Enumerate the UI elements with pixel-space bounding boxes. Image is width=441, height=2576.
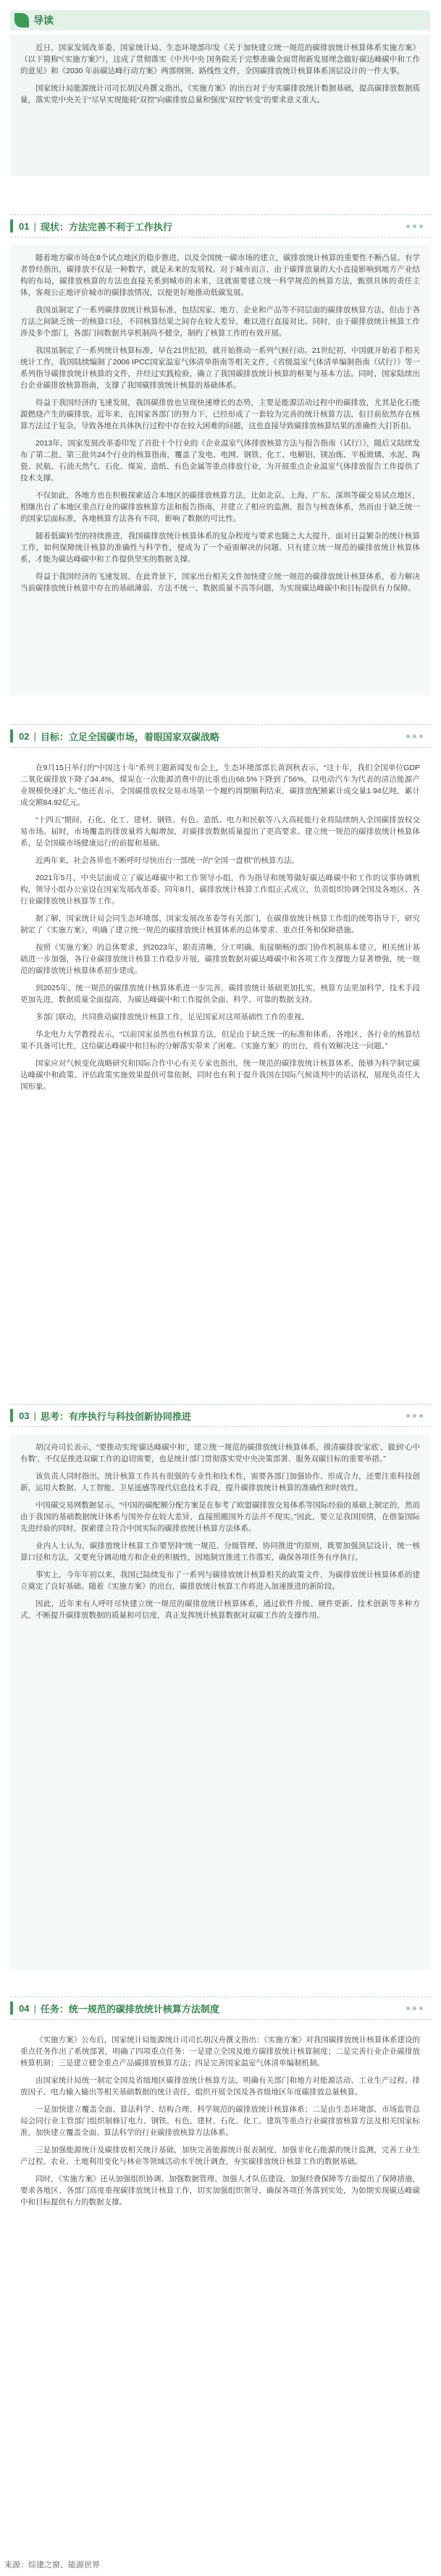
section-paragraph: “十四五”期间，石化、化工、建材、钢铁、有色、造纸、电力和民航等八大高耗能行业将陆续纳入全国碳排放权交易市场。届时，市场覆盖的排放量将大幅增加，对碳排放数据质量提出了更高要求。建立统一规范的碳排放统计核算体系，是全国碳市场健康运行的前提和基础。 xyxy=(20,816,420,848)
dots-decoration-icon xyxy=(406,2007,423,2010)
section-paragraph: 中国碳交易网数据显示，“中国的碳配额分配方案是在参考了欧盟碳排放交易体系等国际经验的基础上制定的，然而由于我国的基础数据统计体系与国外存在较大差异，直接照搬国外方法并不现实。”因此，要立足我国国情，在借鉴国际先进经验的同时，探索建立符合中国实际的碳排放统计核算方法体系。 xyxy=(20,1501,420,1533)
section-number: 03 xyxy=(19,1410,30,1421)
section-paragraph: 同时，《实施方案》还从加强组织协调、加强数据管理、加强人才队伍建设、加强经费保障等方面提出了保障措施，要求各地区、各部门高度重视碳排放统计核算工作，切实加强组织领导，确保各项任务落到实处，为如期实现碳达峰碳中和目标提供有力的数据支撑。 xyxy=(20,2175,420,2207)
section-title: 任务：统一规范的碳排放统计核算方法制度 xyxy=(40,2003,219,2015)
section-paragraph: 随着低碳转型的持续推进，我国碳排放统计核算体系的复杂程度与要求也随之大大提升，面对日益繁杂的统计核算工作，如何保障统计核算的准确性与科学性，便成为了一个亟需解决的问题。只有建立统一规范的碳排放统计核算体系，才能为碳达峰碳中和工作提供坚实的数据支撑。 xyxy=(20,532,420,564)
section-paragraph: 不仅如此，各地方也在积极探索适合本地区的碳排放核算方法，比如北京、上海、广东、深圳等碳交易试点地区，相继出台了本地区重点行业的碳排放核算方法和报告指南，并建立了相应的监测、报告与核查体系，然而由于缺乏统一的国家层面标准，各地核算方法各有不同，影响了数据的可比性。 xyxy=(20,491,420,523)
section-body-04 xyxy=(10,2027,430,2548)
section-bar xyxy=(10,729,13,743)
section-number: 01 xyxy=(19,220,30,232)
section-paragraph: 在9月15日举行的“中国这十年”系列主题新闻发布会上，生态环境部部长黄润秋表示，“这十年，我们全国单位GDP二氧化碳排放下降了34.4%，煤炭在一次能源消费中的比重也由68.5%下降到了56%，以电动汽车为代表的清洁能源产业规模快速扩大。”他还表示，全国碳排放权交易市场第一个履约周期顺利结束，碳排放配额累计成交量1.94亿吨，累计成交额84.92亿元。 xyxy=(20,764,420,807)
section-paragraph: 得益于我国经济的飞速发展，我国碳排放也呈现快速增长的态势，主要是能源活动过程中的碳排放，尤其是化石能源燃烧产生的碳排放。近年来，在国家各部门的努力下，已经形成了一套较为完善的统计核算方法，但目前依然存在核算方法过于复杂，导致各地在具体执行过程中存在较大困难的问题，这也直接导致碳排放核算结果的准确性大打折扣。 xyxy=(20,398,420,430)
section-paragraph: 一是加快建立覆盖全面、算法科学、结构合理、科学规范的碳排放统计核算体系；二是由生态环境部、市场监管总局会同行业主管部门组织制修订电力、钢铁、有色、建材、石化、化工、建筑等重点行业碳排放核算方法及相关国家标准，加快建立覆盖全面、算法科学的行业碳排放核算方法体系。 xyxy=(20,2105,420,2137)
section-separator: | xyxy=(33,730,36,742)
section-paragraph: 多部门联动，共同推动碳排放统计核算工作，足见国家对这项基础性工作的重视。 xyxy=(35,1013,309,1021)
intro-paragraph: 国家统计局能源统计司司长胡汉舟撰文指出，《实施方案》的出台对于夯实碳排放统计数据基础，提高碳排放数据质量，落实党中央关于“尽早实现能耗“双控”向碳排放总量和强度“双控”转变”的要求意义重大。 xyxy=(20,84,420,104)
leaf-icon xyxy=(14,13,29,28)
section-number: 04 xyxy=(19,2002,30,2014)
section-title: 目标：立足全国碳市场，着眼国家双碳战略 xyxy=(40,731,219,743)
intro-header xyxy=(10,10,430,30)
section-header-02 xyxy=(10,724,430,748)
section-body-03 xyxy=(10,1434,430,1970)
section-paragraph: 到2025年，统一规范的碳排放统计核算体系进一步完善，碳排放统计基础更加扎实，核算方法更加科学，技术手段更加先进，数据质量全面提高，为碳达峰碳中和工作提供全面、科学、可靠的数据支持。 xyxy=(20,984,420,1004)
dots-decoration-icon xyxy=(406,735,423,738)
section-header-03 xyxy=(10,1404,430,1427)
section-paragraph: 按照《实施方案》的总体要求，到2023年，职责清晰、分工明确、衔接顺畅的部门协作机制基本建立，相关统计基础进一步加强，各行业碳排放统计核算工作稳步开展，碳排放数据对碳达峰碳中和各项工作支撑能力显著增强，统一规范的碳排放统计核算体系初步建成。 xyxy=(20,943,420,975)
section-bar xyxy=(10,219,13,233)
section-body-02 xyxy=(10,755,430,1378)
intro-paragraph: 近日，国家发展改革委、国家统计局、生态环境部印发《关于加快建立统一规范的碳排放统计核算体系实施方案》（以下简称“《实施方案》”），这成了贯彻落实《中共中央 国务院关于完整准确全面贯彻新发展理念做好碳达峰碳中和工作的意见》和《2030 年前碳达峰行动方案》两部纲领、路线性文件，全国碳排放统计核算体系顶层设计的一件大事。 xyxy=(20,43,420,75)
section-paragraph: 三是加强能源统计及碳排放相关统计基础，加快完善能源统计报表制度，加强非化石能源的统计监测，完善工业生产过程、农业、土地利用变化与林业等领域活动水平统计调查，夯实碳排放统计核算工作的数据基础。 xyxy=(20,2146,420,2166)
section-number: 02 xyxy=(19,730,30,742)
section-paragraph: 因此，近年来有人呼吁尽快建立统一规范的碳排放统计核算体系，通过软件升级、硬件更新、技术创新等多种方式，不断提升碳排放数据的质量和可信度，真正发挥统计核算数据对双碳工作的支撑作用。 xyxy=(20,1599,420,1620)
section-separator: | xyxy=(33,2002,36,2014)
source-credit: 来源：综建之窗、能源世界 xyxy=(4,2561,100,2569)
section-separator: | xyxy=(33,220,36,232)
section-paragraph: 2013年，国家发展改革委印发了首批十个行业的《企业温室气体排放核算方法与报告指南（试行）》，随后又陆续发布了第二批、第三批共24个行业的核算指南，覆盖了发电、电网、钢铁、化工、电解铝、镁冶炼、平板玻璃、水泥、陶瓷、民航、石油天然气、石化、煤炭、造纸、有色金属等重点排放行业，为开展重点企业温室气体排放报告工作提供了技术支撑。 xyxy=(20,439,420,482)
section-header-01 xyxy=(10,214,430,238)
section-paragraph: 事实上，今年年初以来，我国已陆续发布了一系列与碳排放统计核算相关的政策文件，为碳排放统计核算体系的建立奠定了良好基础。随着《实施方案》的出台，碳排放统计核算工作将进入加速推进的新阶段。 xyxy=(20,1571,420,1591)
section-paragraph: 业内人士认为，碳排放统计核算工作要坚持“统一规范、分级管理、协同推进”的原则，既要加强顶层设计，统一核算口径和方法，又要充分调动地方和企业的积极性，因地制宜推进工作落实，确保各项任务有序执行。 xyxy=(20,1542,420,1562)
section-paragraph: 国家应对气候变化战略研究和国际合作中心有关专家也指出，统一规范的碳排放统计核算体系，能够为科学制定碳达峰碳中和政策、评估政策实施效果提供可靠依据，同时也有利于提升我国在国际气候谈判中的话语权，展现负责任大国形象。 xyxy=(20,1059,420,1091)
section-paragraph: 据了解，国家统计局会同生态环境部、国家发展改革委等有关部门，在碳排放统计核算工作组的统筹指导下，研究制定了《实施方案》，明确了建立统一规范的碳排放统计核算体系的总体要求、重点任务和保障措施。 xyxy=(20,914,420,934)
section-bar xyxy=(10,2002,13,2015)
section-paragraph: 2021年5月，中央层面成立了碳达峰碳中和工作领导小组，作为指导和统筹做好碳达峰碳中和工作的议事协调机构，领导小组办公室设在国家发展改革委。同年8月，碳排放统计核算工作组正式成立，负责组织协调全国及各地区、各行业碳排放统计核算等工作。 xyxy=(20,874,420,906)
section-paragraph: 华北电力大学教授表示，“以前国家虽然也有核算方法，但是由于缺乏统一的标准和体系，各地区、各行业的核算结果不具备可比性，这给碳达峰碳中和目标的分解落实带来了困难。《实施方案》的出台，将有效解决这一问题。” xyxy=(20,1030,420,1050)
section-paragraph: 我国虽制定了一系列碳排放统计核算标准，包括国家、地方、企业和产品等不同层面的碳排放核算方法，但由于各方法之间缺乏统一的核算口径，不同核算结果之间存在较大差异，难以进行直接对比。同时，由于碳排放统计核算工作涉及多个部门，各部门间数据共享机制尚不健全，制约了核算工作的有效开展。 xyxy=(20,306,420,338)
dots-decoration-icon xyxy=(406,225,423,228)
section-paragraph: 随着地方碳市场在8个试点地区的稳步推进，以及全国统一碳市场的建立，碳排放统计核算的重要性不断凸显。有学者曾经指出，碳排放不仅是一种数字，就是未来的发展权。对于城市而言，由于碳排放量的大小直接影响到地方产业结构的布局，碳排放核算的方法也直接关系到城市的未来，这就需要建立统一科学规范的核算方法，甄别具体的责任主体，客观公正地评价城市的碳排放情况，以便更好地推动低碳发展。 xyxy=(20,254,420,297)
section-paragraph: 得益于我国经济的飞速发展，在此背景下，国家出台相关文件加快建立统一规范的碳排放统计核算体系，着力解决当前碳排放统计核算中存在的基础薄弱、方法不统一、数据质量不高等问题，为实现碳达峰碳中和目标提供有力保障。 xyxy=(20,572,420,593)
section-paragraph: 由国家统计局统一制定全国及省级地区碳排放统计核算方法，明确有关部门和地方对能源活动、工业生产过程、排放因子、电力输入输出等相关基础数据的统计责任，组织开展全国及各省级地区年度碳排放总量核算。 xyxy=(20,2076,420,2096)
section-header-04 xyxy=(10,1996,430,2020)
section-bar xyxy=(10,1409,13,1422)
section-title: 思考：有序执行与科技创新协同推进 xyxy=(40,1410,191,1422)
section-paragraph: 《实施方案》公布后，国家统计局能源统计司司长胡汉舟撰文指出：《实施方案》对我国碳排放统计核算体系建设的重点任务作出了系统部署，明确了四项重点任务：一是建立全国及地方碳排放统计核算制度；二是完善行业企业碳排放核算机制；三是建立健全重点产品碳排放核算方法；四是完善国家温室气体清单编制机制。 xyxy=(20,2036,420,2067)
section-paragraph: 该负责人同时指出，统计核算工作具有很强的专业性和技术性，需要各部门加强协作、形成合力，还要注重科技创新，运用大数据、人工智能、卫星遥感等现代信息技术手段，提升碳排放统计核算的准确性和时效性。 xyxy=(20,1472,420,1492)
dots-decoration-icon xyxy=(406,1414,423,1418)
section-paragraph: 胡汉舟司长表示，“要推动实现‘碳达峰碳中和’，建立统一规范的碳排放统计核算体系，摸清碳排放‘家底’，做到‘心中有数’，不仅是推进双碳工作的迫切需要，也是统计部门贯彻落实党中央决策部署、服务双碳目标的重要举措。” xyxy=(20,1443,420,1463)
section-title: 现状：方法完善不利于工作执行 xyxy=(40,221,172,233)
section-paragraph: 近两年来，社会各界也不断呼吁尽快出台一部统一的“全国一盘棋”的核算方法。 xyxy=(35,856,299,865)
intro-title: 导读 xyxy=(33,14,54,26)
section-paragraph: 我国虽制定了一系列统计核算标准，早在21世纪初，就开始推动一系列气候行动。21世纪初，中国就开始着手相关统计工作，我国陆续编制了2006 IPCC国家温室气体清单指南等相关文件，《省级温室气体清单编制指南（试行）》等一系列指导碳排放统计核算的文件，并经过实践检验，确立了我国碳排放统计核算的框架与基本方法。同时，国家陆续出台企业碳排放核算指南，支撑了我国碳排放统计核算的基础体系。 xyxy=(20,346,420,390)
section-separator: | xyxy=(33,1410,36,1421)
section-body-01 xyxy=(10,245,430,695)
intro-box xyxy=(10,35,430,176)
